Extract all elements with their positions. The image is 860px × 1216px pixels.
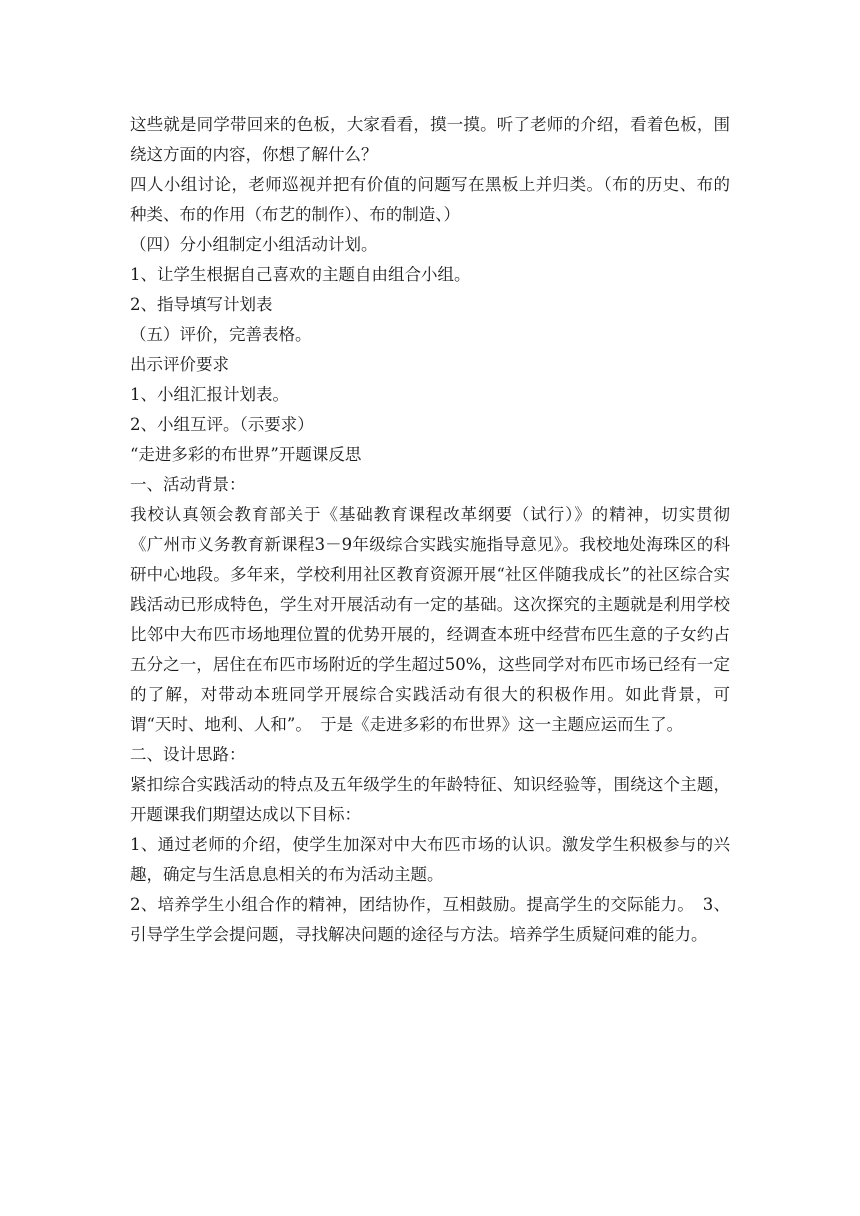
paragraph-group-discussion: 四人小组讨论，老师巡视并把有价值的问题写在黑板上并归类。（布的历史、布的种类、布的作用（布艺的制作）、布的制造、） [130,175,730,224]
paragraph-intro-color-board: 这些就是同学带回来的色板，大家看看，摸一摸。听了老师的介绍，看着色板，围绕这方面的内容，你想了解什么？ [130,115,730,164]
reflection-title: “走进多彩的布世界”开题课反思 [130,445,362,464]
list-item-group-report: 1、小组汇报计划表。 [130,385,289,404]
list-item-peer-review: 2、小组互评。（示要求） [130,415,314,434]
list-item-goal-two-three: 2、培养学生小组合作的精神，团结协作，互相鼓励。提高学生的交际能力。 3、引导学生学会提问题，寻找解决问题的途径与方法。培养学生质疑问难的能力。 [130,895,730,944]
section-heading-four: （四）分小组制定小组活动计划。 [130,235,378,254]
section-heading-five: （五）评价，完善表格。 [130,325,312,344]
section-heading-background: 一、活动背景： [130,475,246,494]
section-heading-design: 二、设计思路： [130,745,246,764]
list-item-plan-table: 2、指导填写计划表 [130,295,273,314]
list-item-goal-one: 1、通过老师的介绍，使学生加深对中大布匹市场的认识。激发学生积极参与的兴趣，确定与生活息息相关的布为活动主题。 [130,835,730,884]
paragraph-background: 我校认真领会教育部关于《基础教育课程改革纲要（试行）》的精神，切实贯彻《广州市义务教育新课程3－9年级综合实践实施指导意见》。我校地处海珠区的科研中心地段。多年来，学校利用社区教育资源开展“社区伴随我成长”的社区综合实践活动已形成特色，学生对开展活动有一定的基础。这次探究的主题就是利用学校比邻中大布匹市场地理位置的优势开展的，经调查本班中经营布匹生意的子女约占五分之一，居住在布匹市场附近的学生超过50%，这些同学对布匹市场已经有一定的了解，对带动本班同学开展综合实践活动有很大的积极作用。如此背景，可谓“天时、地利、人和”。 于是《走进多彩的布世界》这一主题应运而生了。 [130,505,730,734]
paragraph-design-intro: 紧扣综合实践活动的特点及五年级学生的年龄特征、知识经验等，围绕这个主题，开题课我们期望达成以下目标： [130,775,730,824]
list-item-free-grouping: 1、让学生根据自己喜欢的主题自由组合小组。 [130,265,471,284]
paragraph-evaluation-requirements: 出示评价要求 [130,355,229,374]
document-body [130,110,730,950]
